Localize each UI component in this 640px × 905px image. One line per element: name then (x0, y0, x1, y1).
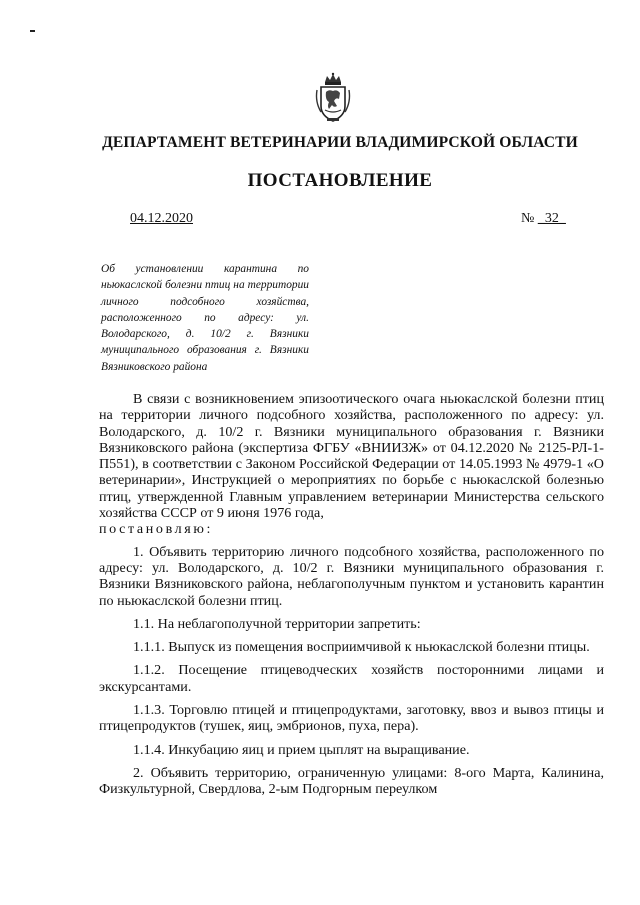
document-date: 04.12.2020 (130, 211, 193, 226)
item-1-1-4: 1.1.4. Инкубацию яиц и прием цыплят на выращивание. (133, 741, 470, 758)
item-1-1-1: 1.1.1. Выпуск из помещения восприимчивой к ньюкаслской болезни птицы. (133, 639, 590, 656)
department-name: ДЕПАРТАМЕНТ ВЕТЕРИНАРИИ ВЛАДИМИРСКОЙ ОБЛАСТИ (102, 134, 578, 151)
document-title: ПОСТАНОВЛЕНИЕ (247, 170, 433, 191)
item-1-1-3: 1.1.3. Торговлю птицей и птицепродуктами, заготовку, ввоз и вывоз птицы и птицепродуктов (тушек, яиц, эмбрионов, пуха, пера). (99, 702, 604, 735)
decree-word (99, 521, 604, 537)
document-body (99, 391, 604, 805)
decree-word-text: постановляю: (99, 521, 214, 538)
item-2: 2. Объявить территорию, ограниченную улицами: 8-ого Марта, Калинина, Физкультурной, Свердлова, 2-ым Подгорным переулком (99, 764, 604, 798)
document-subject: Об установлении карантина по ньюкаслской болезни птиц на территории личного подсобного хозяйства, расположенного по адресу: ул. Володарского, д. 10/2 г. Вязники муниципального образования г. Вязники Вязниковского района (101, 263, 309, 373)
number-label: № (521, 211, 538, 226)
preamble-paragraph: В связи с возникновением эпизоотического очага ньюкаслской болезни птиц на территории личного подсобного хозяйства, расположенного по адресу: ул. Володарского, д. 10/2 г. Вязники муниципального образования г. Вязники Вязниковского района (экспертиза ФГБУ «ВНИИЗЖ» от 04.12.2020 № 2125-РЛ-1-П551), в соответствии с Законом Российской Федерации от 14.05.1993 № 4979-1 «О ветеринарии», Инструкцией о мероприятиях по борьбе с ньюкаслской болезнью птиц, утвержденной Главным управлением ветеринарии Министерства сельского хозяйства СССР от 9 июня 1976 года, (99, 391, 604, 522)
item-1-1-2: 1.1.2. Посещение птицеводческих хозяйств посторонними лицами и экскурсантами. (99, 662, 604, 695)
scan-mark (30, 30, 35, 32)
number-value: _32_ (537, 211, 566, 226)
document-number (521, 211, 566, 227)
item-1-1: 1.1. На неблагополучной территории запретить: (133, 615, 421, 632)
coat-of-arms-icon (313, 72, 353, 124)
item-1: 1. Объявить территорию личного подсобного хозяйства, расположенного по адресу: ул. Володарского, д. 10/2 г. Вязники муниципального образования г. Вязники Вязниковского района, неблагополучным пунктом и установить карантин по ньюкаслской болезни птиц. (99, 543, 604, 609)
